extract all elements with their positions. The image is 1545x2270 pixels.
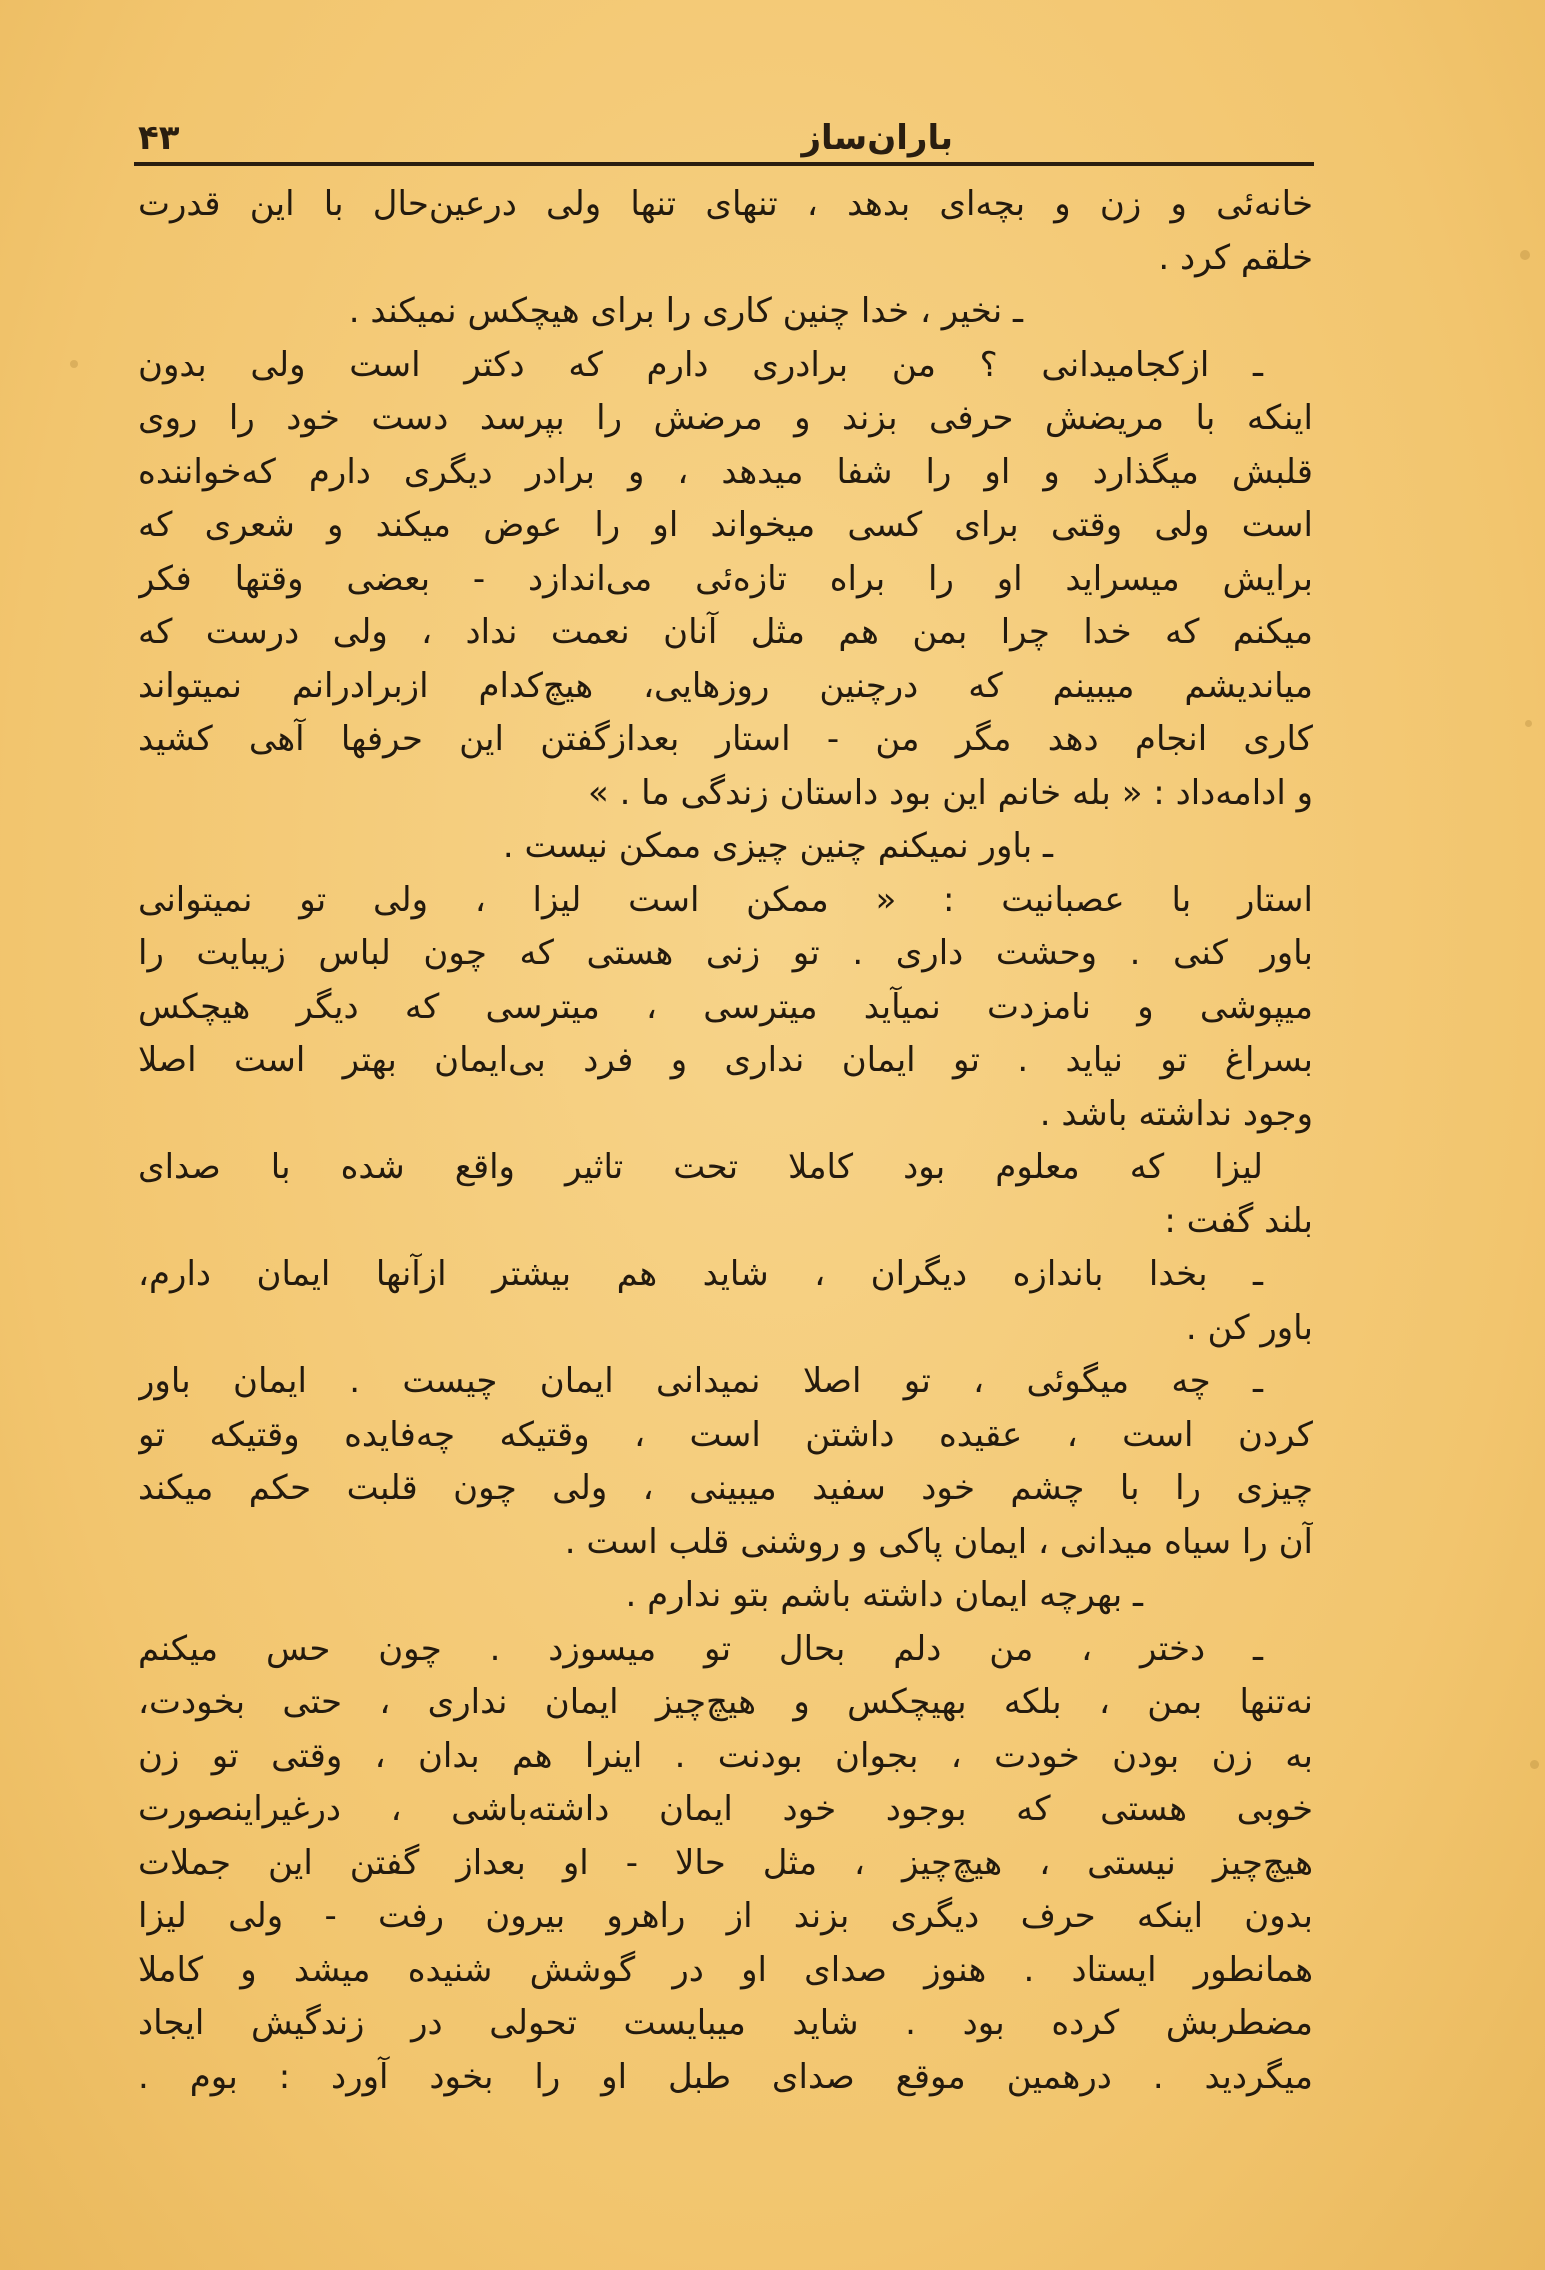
dialogue-line: ـ چه میگوئی ، تو اصلا نمیدانی ایمان چیست . ایمان باور xyxy=(138,1361,1263,1401)
text-line: خلقم کرد . xyxy=(1158,237,1313,278)
text-line: کاری انجام دهد مگر من - استار بعدازگفتن این حرفها آهی کشید xyxy=(138,719,1313,759)
text-line: چیزی را با چشم خود سفید میبینی ، ولی چون قلبت حکم میکند xyxy=(138,1468,1313,1508)
text-line: قلبش میگذارد و او را شفا میدهد ، و برادر دیگری دارم که‌خواننده xyxy=(138,451,1313,492)
text-line: اینکه با مریضش حرفی بزند و مرضش را بپرسد دست خود را روی xyxy=(138,398,1313,438)
header-rule xyxy=(134,162,1314,166)
dialogue-line: ـ بخدا باندازه دیگران ، شاید هم بیشتر ازآنها ایمان دارم، xyxy=(138,1254,1263,1294)
text-line: مضطربش کرده بود . شاید میبایست تحولی در زندگیش ایجاد xyxy=(138,2003,1313,2043)
paper-stain xyxy=(1525,720,1532,727)
body-text xyxy=(138,178,1313,2104)
dialogue-line: ـ ازکجامیدانی ؟ من برادری دارم که دکتر است ولی بدون xyxy=(138,344,1263,385)
paper-stain xyxy=(70,360,78,368)
text-line: است ولی وقتی برای کسی میخواند او را عوض میکند و شعری که xyxy=(138,505,1313,545)
text-line: هیچ‌چیز نیستی ، هیچ‌چیز ، مثل حالا - او بعداز گفتن این جملات xyxy=(138,1842,1313,1883)
text-line: میگردید . درهمین موقع صدای طبل او را بخود آورد : بوم . xyxy=(138,2056,1313,2097)
text-line: میکنم که خدا چرا بمن هم مثل آنان نعمت نداد ، ولی درست که xyxy=(138,612,1313,652)
text-line: بسراغ تو نیاید . تو ایمان نداری و فرد بی‌ایمان بهتر است اصلا xyxy=(138,1040,1313,1080)
page-header xyxy=(138,98,1313,158)
text-line: به زن بودن خودت ، بجوان بودنت . اینرا هم بدان ، وقتی تو زن xyxy=(138,1735,1313,1776)
text-line: کردن است ، عقیده داشتن است ، وقتیکه چه‌فایده وقتیکه تو xyxy=(138,1414,1313,1455)
text-line: وجود نداشته باشد . xyxy=(1039,1093,1313,1134)
text-line: باور کن . xyxy=(1185,1307,1313,1348)
dialogue-line: ـ نخیر ، خدا چنین کاری را برای هیچکس نمیکند . xyxy=(348,291,1023,331)
running-title: باران‌ساز xyxy=(801,118,953,158)
paper-stain xyxy=(1530,1760,1539,1769)
dialogue-line: ـ بهرچه ایمان داشته باشم بتو ندارم . xyxy=(625,1575,1143,1615)
text-line: آن را سیاه میدانی ، ایمان پاکی و روشنی قلب است . xyxy=(564,1521,1313,1562)
text-line: میپوشی و نامزدت نمیآید میترسی ، میترسی که دیگر هیچکس xyxy=(138,986,1313,1027)
text-line: لیزا که معلوم بود کاملا تحت تاثیر واقع شده با صدای xyxy=(138,1147,1263,1187)
text-line: برایش میسراید او را براه تازه‌ئی می‌اندازد - بعضی وقتها فکر xyxy=(138,558,1313,599)
text-line: خوبی هستی که بوجود خود ایمان داشته‌باشی ، درغیراینصورت xyxy=(138,1789,1313,1829)
text-line: خانه‌ئی و زن و بچه‌ای بدهد ، تنهای تنها ولی درعین‌حال با این قدرت xyxy=(138,184,1313,224)
text-line: باور کنی . وحشت داری . تو زنی هستی که چون لباس زیبایت را xyxy=(138,933,1313,973)
dialogue-line: ـ دختر ، من دلم بحال تو میسوزد . چون حس میکنم xyxy=(138,1628,1263,1669)
page-number: ۴۳ xyxy=(138,118,180,158)
paper-stain xyxy=(1520,250,1530,260)
text-line: بدون اینکه حرف دیگری بزند از راهرو بیرون رفت - ولی لیزا xyxy=(138,1896,1313,1936)
text-line: و ادامه‌داد : « بله خانم این بود داستان زندگی ما . » xyxy=(587,772,1313,813)
text-line: همانطور ایستاد . هنوز صدای او در گوشش شنیده میشد و کاملا xyxy=(138,1949,1313,1990)
dialogue-line: ـ باور نمیکنم چنین چیزی ممکن نیست . xyxy=(502,826,1053,866)
text-line: میاندیشم میبینم که درچنین روزهایی، هیچ‌کدام ازبرادرانم نمیتواند xyxy=(138,665,1313,706)
text-line: استار با عصبانیت : « ممکن است لیزا ، ولی تو نمیتوانی xyxy=(138,879,1313,920)
text-line: نه‌تنها بمن ، بلکه بهیچکس و هیچ‌چیز ایمان نداری ، حتی بخودت، xyxy=(138,1682,1313,1722)
text-line: بلند گفت : xyxy=(1164,1200,1313,1241)
